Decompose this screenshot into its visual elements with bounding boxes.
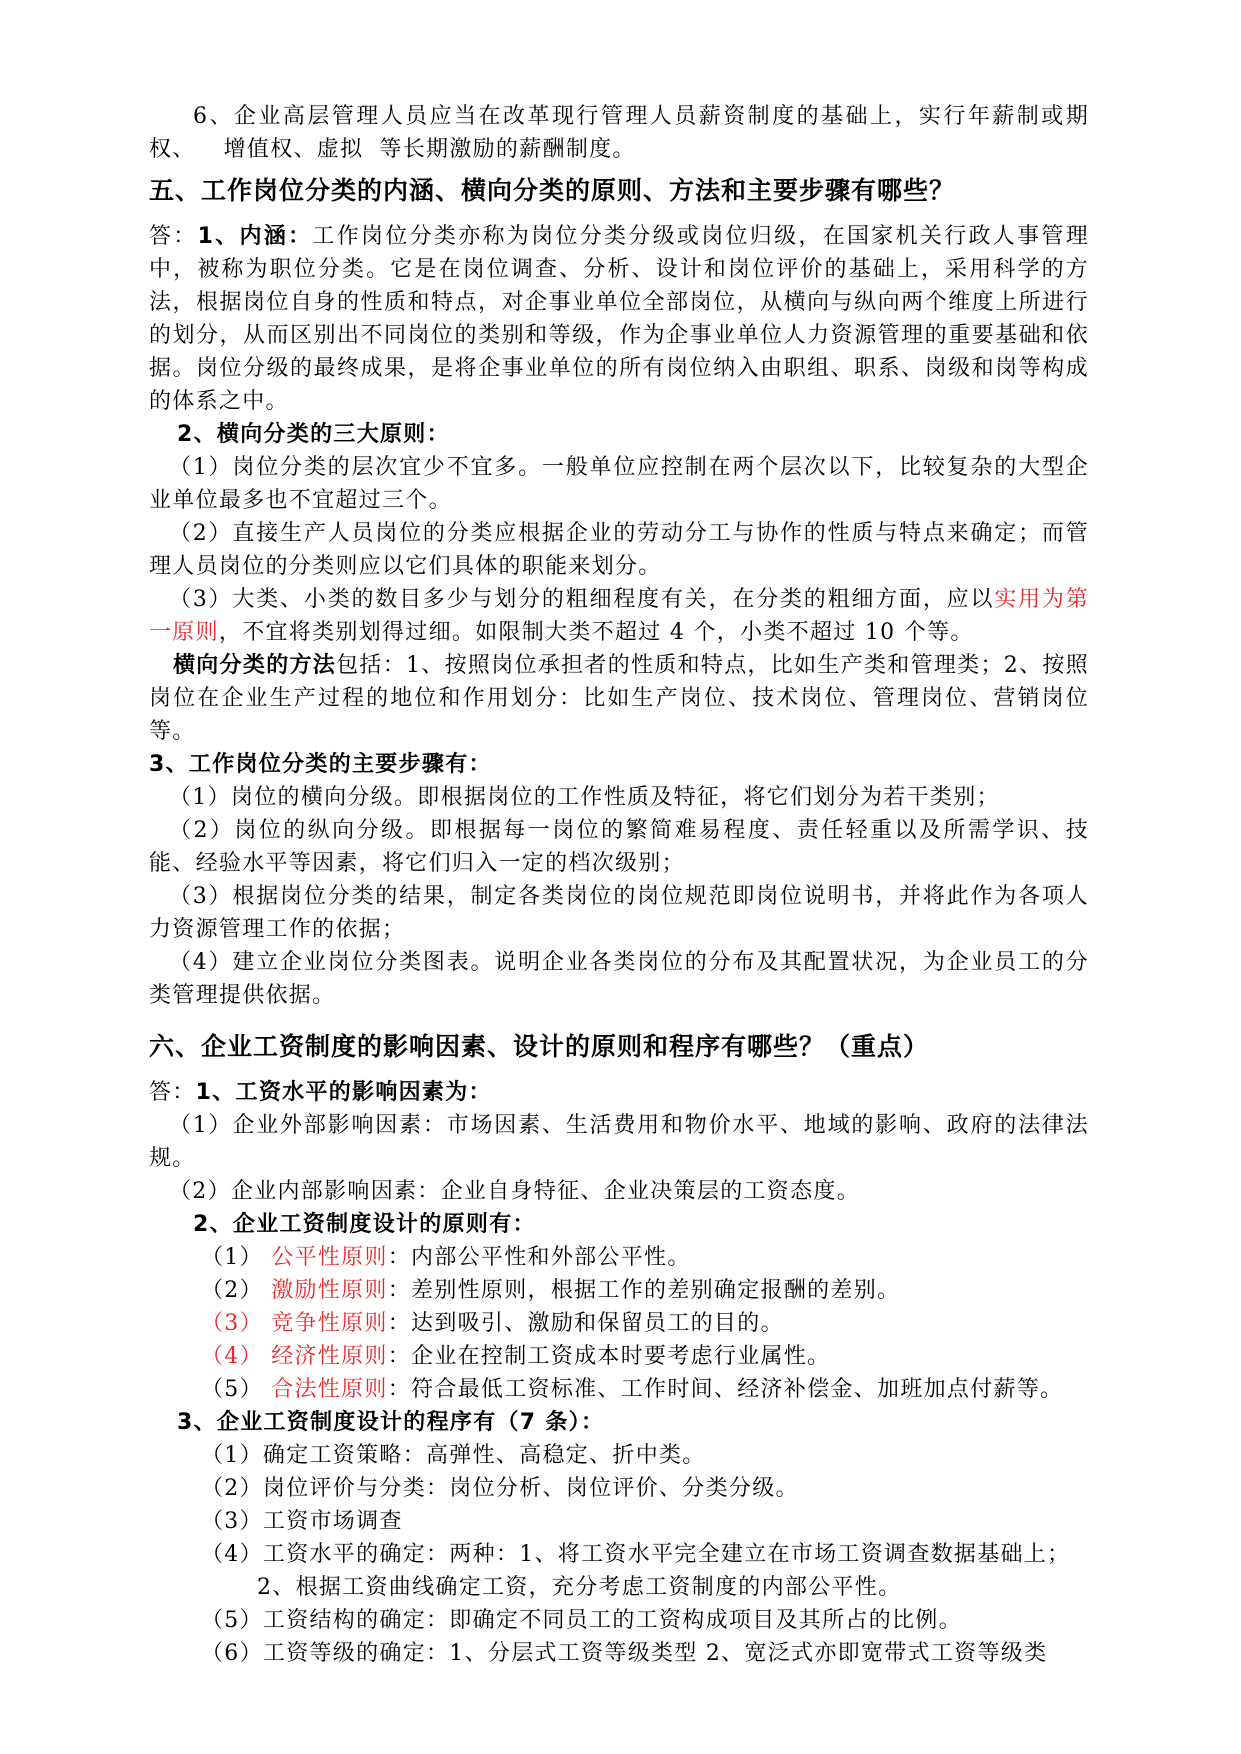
step-3: （3）根据岗位分类的结果，制定各类岗位的岗位规范即岗位说明书，并将此作为各项人力资源管理工作的依据； xyxy=(149,884,1089,942)
procedure-6: （6）工资等级的确定：1、分层式工资等级类型 2、宽泛式亦即宽带式工资等级类 xyxy=(201,1641,1048,1666)
principle-2: （2）直接生产人员岗位的分类应根据企业的劳动分工与协作的性质与特点来确定；而管理人员岗位的分类则应以它们具体的职能来划分。 xyxy=(149,521,1089,579)
step-2: （2）岗位的纵向分级。即根据每一岗位的繁简难易程度、责任轻重以及所需学识、技能、经验水平等因素，将它们归入一定的档次级别； xyxy=(149,818,1089,876)
section-heading-6: 六、企业工资制度的影响因素、设计的原则和程序有哪些？（重点） xyxy=(149,1032,930,1061)
document-page xyxy=(149,100,1089,1670)
procedure-4-continued: 2、根据工资曲线确定工资，充分考虑工资制度的内部公平性。 xyxy=(257,1575,902,1600)
factor-internal: （2）企业内部影响因素：企业自身特征、企业决策层的工资态度。 xyxy=(169,1179,860,1204)
subheading-principles: 2、横向分类的三大原则： xyxy=(177,422,450,447)
principle-1: （1）岗位分类的层次宜少不宜多。一般单位应控制在两个层次以下，比较复杂的大型企业单位最多也不宜超过三个。 xyxy=(149,455,1089,513)
design-principle-3: （3） 竞争性原则：达到吸引、激励和保留员工的目的。 xyxy=(201,1311,784,1336)
design-principle-4: （4） 经济性原则：企业在控制工资成本时要考虑行业属性。 xyxy=(201,1344,831,1369)
principle-3: （3）大类、小类的数目多少与划分的粗细程度有关，在分类的粗细方面，应以实用为第一原则，不宜将类别划得过细。如限制大类不超过 4 个，小类不超过 10 个等。 xyxy=(149,587,1090,645)
step-4: （4）建立企业岗位分类图表。说明企业各类岗位的分布及其配置状况，为企业员工的分类管理提供依据。 xyxy=(149,950,1089,1008)
paragraph-methods: 横向分类的方法包括：1、按照岗位承担者的性质和特点，比如生产类和管理类；2、按照岗位在企业生产过程的地位和作用划分：比如生产岗位、技术岗位、管理岗位、营销岗位等。 xyxy=(149,653,1090,744)
paragraph-connotation: 答：1、内涵：工作岗位分类亦称为岗位分类分级或岗位归级，在国家机关行政人事管理中，被称为职位分类。它是在岗位调查、分析、设计和岗位评价的基础上，采用科学的方法，根据岗位自身的性质和特点，对企事业单位全部岗位，从横向与纵向两个维度上所进行的划分，从而区别出不同岗位的类别和等级，作为企事业单位人力资源管理的重要基础和依据。岗位分级的最终成果，是将企事业单位的所有岗位纳入由职组、职系、岗级和岗等构成的体系之中。 xyxy=(149,224,1089,414)
step-1: （1）岗位的横向分级。即根据岗位的工作性质及特征，将它们划分为若干类别； xyxy=(169,785,1000,810)
section-heading-5: 五、工作岗位分类的内涵、横向分类的原则、方法和主要步骤有哪些？ xyxy=(149,176,956,205)
design-principle-1: （1） 公平性原则：内部公平性和外部公平性。 xyxy=(201,1245,691,1270)
procedure-5: （5）工资结构的确定：即确定不同员工的工资构成项目及其所占的比例。 xyxy=(201,1608,962,1633)
procedure-2: （2）岗位评价与分类：岗位分析、岗位评价、分类分级。 xyxy=(201,1476,799,1501)
paragraph-item-6: 6、企业高层管理人员应当在改革现行管理人员薪资制度的基础上，实行年薪制或期权、 增值权、虚拟 等长期激励的薪酬制度。 xyxy=(149,104,1089,162)
subheading-steps: 3、工作岗位分类的主要步骤有： xyxy=(149,752,492,777)
paragraph-factors-title: 答：1、工资水平的影响因素为： xyxy=(149,1080,492,1105)
procedure-1: （1）确定工资策略：高弹性、高稳定、折中类。 xyxy=(201,1443,706,1468)
highlight-practical: 实用为第一原则 xyxy=(149,587,1090,645)
subheading-procedure: 3、企业工资制度设计的程序有（7 条）： xyxy=(177,1410,605,1435)
procedure-3: （3）工资市场调查 xyxy=(201,1509,403,1534)
design-principles-list xyxy=(149,1241,1089,1406)
subheading-design-principles: 2、企业工资制度设计的原则有： xyxy=(193,1212,536,1237)
design-principle-5: （5） 合法性原则：符合最低工资标准、工作时间、经济补偿金、加班加点付薪等。 xyxy=(201,1377,1064,1402)
procedure-4: （4）工资水平的确定：两种：1、将工资水平完全建立在市场工资调查数据基础上； xyxy=(201,1542,1071,1567)
factor-external: （1）企业外部影响因素：市场因素、生活费用和物价水平、地域的影响、政府的法律法规。 xyxy=(149,1113,1089,1171)
design-principle-2: （2） 激励性原则：差别性原则，根据工作的差别确定报酬的差别。 xyxy=(201,1278,901,1303)
